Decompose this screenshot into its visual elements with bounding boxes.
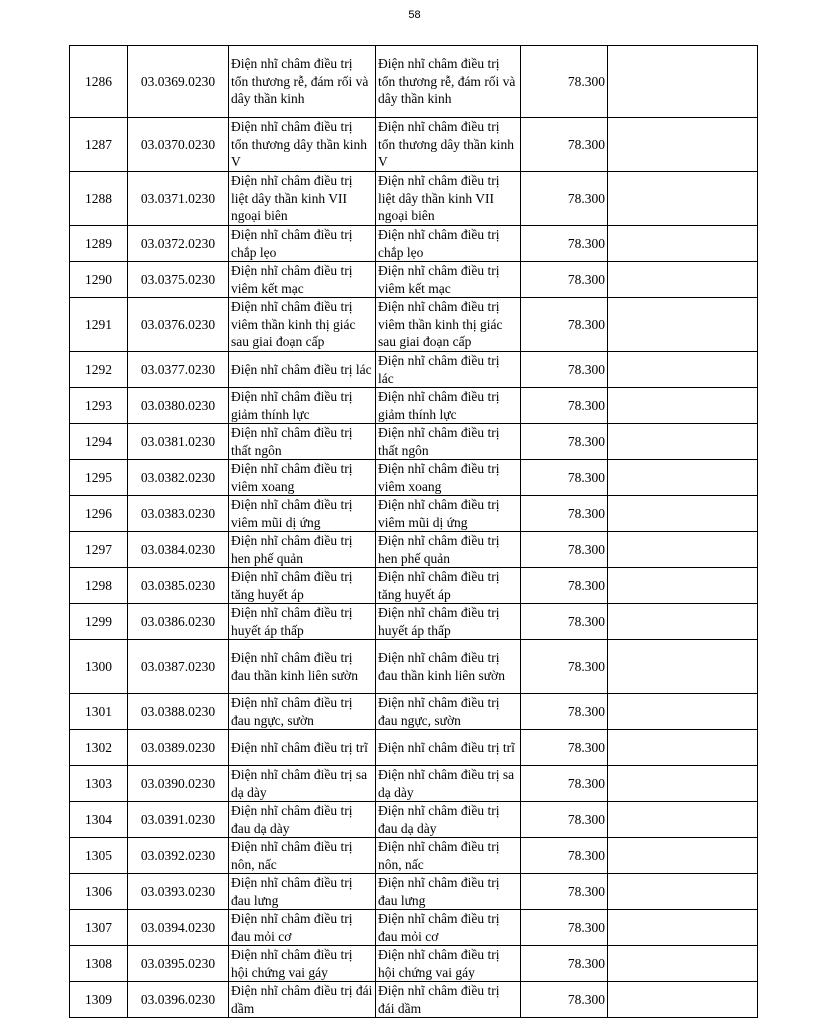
note [608,694,758,730]
service-code: 03.0381.0230 [128,424,229,460]
note [608,568,758,604]
row-number: 1297 [70,532,128,568]
service-name-approved: Điện nhĩ châm điều trị hen phế quản [376,532,521,568]
service-name: Điện nhĩ châm điều trị viêm thần kinh thị giác sau giai đoạn cấp [229,298,376,352]
service-code: 03.0372.0230 [128,226,229,262]
service-name-approved: Điện nhĩ châm điều trị viêm xoang [376,460,521,496]
service-name: Điện nhĩ châm điều trị đau ngực, sườn [229,694,376,730]
row-number: 1300 [70,640,128,694]
service-code: 03.0380.0230 [128,388,229,424]
price: 78.300 [521,226,608,262]
service-name-approved: Điện nhĩ châm điều trị lác [376,352,521,388]
price: 78.300 [521,262,608,298]
table-row [70,730,758,766]
table-row [70,604,758,640]
service-name-approved: Điện nhĩ châm điều trị trĩ [376,730,521,766]
price: 78.300 [521,982,608,1018]
table-row [70,46,758,118]
service-code: 03.0393.0230 [128,874,229,910]
price: 78.300 [521,352,608,388]
service-name-approved: Điện nhĩ châm điều trị đau ngực, sườn [376,694,521,730]
row-number: 1296 [70,496,128,532]
table-row [70,946,758,982]
service-name-approved: Điện nhĩ châm điều trị hội chứng vai gáy [376,946,521,982]
service-name: Điện nhĩ châm điều trị trĩ [229,730,376,766]
table-row [70,982,758,1018]
note [608,352,758,388]
service-name: Điện nhĩ châm điều trị đau lưng [229,874,376,910]
service-code: 03.0382.0230 [128,460,229,496]
table-body [70,46,758,1018]
price: 78.300 [521,46,608,118]
note [608,460,758,496]
service-name-approved: Điện nhĩ châm điều trị nôn, nấc [376,838,521,874]
service-name-approved: Điện nhĩ châm điều trị giảm thính lực [376,388,521,424]
service-code: 03.0377.0230 [128,352,229,388]
service-code: 03.0376.0230 [128,298,229,352]
price: 78.300 [521,172,608,226]
row-number: 1286 [70,46,128,118]
note [608,262,758,298]
row-number: 1287 [70,118,128,172]
table-row [70,298,758,352]
service-code: 03.0394.0230 [128,910,229,946]
table-row [70,388,758,424]
service-name: Điện nhĩ châm điều trị liệt dây thần kinh VII ngoại biên [229,172,376,226]
row-number: 1299 [70,604,128,640]
service-code: 03.0391.0230 [128,802,229,838]
price: 78.300 [521,118,608,172]
price: 78.300 [521,802,608,838]
service-code: 03.0396.0230 [128,982,229,1018]
service-name: Điện nhĩ châm điều trị đái dầm [229,982,376,1018]
row-number: 1309 [70,982,128,1018]
note [608,118,758,172]
note [608,388,758,424]
service-code: 03.0385.0230 [128,568,229,604]
row-number: 1295 [70,460,128,496]
row-number: 1291 [70,298,128,352]
price: 78.300 [521,496,608,532]
service-name-approved: Điện nhĩ châm điều trị đau mỏi cơ [376,910,521,946]
note [608,424,758,460]
service-code: 03.0383.0230 [128,496,229,532]
row-number: 1294 [70,424,128,460]
table-row [70,568,758,604]
row-number: 1293 [70,388,128,424]
service-name: Điện nhĩ châm điều trị huyết áp thấp [229,604,376,640]
service-name-approved: Điện nhĩ châm điều trị tăng huyết áp [376,568,521,604]
service-name-approved: Điện nhĩ châm điều trị chắp lẹo [376,226,521,262]
service-code: 03.0387.0230 [128,640,229,694]
service-name: Điện nhĩ châm điều trị viêm mũi dị ứng [229,496,376,532]
table-row [70,352,758,388]
row-number: 1298 [70,568,128,604]
service-name: Điện nhĩ châm điều trị giảm thính lực [229,388,376,424]
note [608,46,758,118]
row-number: 1288 [70,172,128,226]
service-code: 03.0369.0230 [128,46,229,118]
service-code: 03.0370.0230 [128,118,229,172]
row-number: 1305 [70,838,128,874]
price: 78.300 [521,946,608,982]
table-row [70,532,758,568]
service-name: Điện nhĩ châm điều trị chắp lẹo [229,226,376,262]
service-name: Điện nhĩ châm điều trị viêm xoang [229,460,376,496]
table-row [70,802,758,838]
service-name-approved: Điện nhĩ châm điều trị đau lưng [376,874,521,910]
note [608,838,758,874]
note [608,730,758,766]
service-name: Điện nhĩ châm điều trị viêm kết mạc [229,262,376,298]
note [608,298,758,352]
price: 78.300 [521,694,608,730]
note [608,982,758,1018]
service-code: 03.0389.0230 [128,730,229,766]
service-name-approved: Điện nhĩ châm điều trị đau thần kinh liên sườn [376,640,521,694]
service-name-approved: Điện nhĩ châm điều trị viêm kết mạc [376,262,521,298]
service-name: Điện nhĩ châm điều trị đau dạ dày [229,802,376,838]
service-name: Điện nhĩ châm điều trị nôn, nấc [229,838,376,874]
price: 78.300 [521,388,608,424]
page-number: 58 [408,9,421,21]
table-row [70,118,758,172]
table-row [70,460,758,496]
price: 78.300 [521,910,608,946]
service-name-approved: Điện nhĩ châm điều trị viêm thần kinh thị giác sau giai đoạn cấp [376,298,521,352]
note [608,946,758,982]
service-name-approved: Điện nhĩ châm điều trị thất ngôn [376,424,521,460]
price: 78.300 [521,838,608,874]
note [608,640,758,694]
note [608,172,758,226]
service-code: 03.0375.0230 [128,262,229,298]
note [608,766,758,802]
service-name: Điện nhĩ châm điều trị hội chứng vai gáy [229,946,376,982]
service-code: 03.0390.0230 [128,766,229,802]
row-number: 1303 [70,766,128,802]
row-number: 1290 [70,262,128,298]
service-name: Điện nhĩ châm điều trị tăng huyết áp [229,568,376,604]
service-code: 03.0384.0230 [128,532,229,568]
price-table [69,45,758,1018]
note [608,874,758,910]
note [608,532,758,568]
table-row [70,496,758,532]
service-code: 03.0371.0230 [128,172,229,226]
service-name-approved: Điện nhĩ châm điều trị huyết áp thấp [376,604,521,640]
service-name-approved: Điện nhĩ châm điều trị đái dầm [376,982,521,1018]
price: 78.300 [521,424,608,460]
service-name: Điện nhĩ châm điều trị tổn thương rễ, đám rối và dây thần kinh [229,46,376,118]
service-name-approved: Điện nhĩ châm điều trị liệt dây thần kinh VII ngoại biên [376,172,521,226]
service-code: 03.0392.0230 [128,838,229,874]
price: 78.300 [521,568,608,604]
service-name-approved: Điện nhĩ châm điều trị tổn thương dây thần kinh V [376,118,521,172]
note [608,604,758,640]
price: 78.300 [521,460,608,496]
service-name: Điện nhĩ châm điều trị lác [229,352,376,388]
service-name: Điện nhĩ châm điều trị tổn thương dây thần kinh V [229,118,376,172]
row-number: 1292 [70,352,128,388]
table-row [70,766,758,802]
table-row [70,262,758,298]
table-row [70,172,758,226]
row-number: 1307 [70,910,128,946]
price: 78.300 [521,298,608,352]
row-number: 1301 [70,694,128,730]
price: 78.300 [521,604,608,640]
note [608,802,758,838]
service-name: Điện nhĩ châm điều trị đau thần kinh liên sườn [229,640,376,694]
row-number: 1308 [70,946,128,982]
table-row [70,694,758,730]
table-row [70,226,758,262]
service-name: Điện nhĩ châm điều trị đau mỏi cơ [229,910,376,946]
price: 78.300 [521,640,608,694]
note [608,226,758,262]
row-number: 1302 [70,730,128,766]
table-row [70,640,758,694]
service-name-approved: Điện nhĩ châm điều trị tổn thương rễ, đám rối và dây thần kinh [376,46,521,118]
service-name-approved: Điện nhĩ châm điều trị đau dạ dày [376,802,521,838]
price: 78.300 [521,532,608,568]
price: 78.300 [521,874,608,910]
price: 78.300 [521,730,608,766]
service-code: 03.0386.0230 [128,604,229,640]
table-row [70,838,758,874]
service-name: Điện nhĩ châm điều trị sa dạ dày [229,766,376,802]
row-number: 1304 [70,802,128,838]
table-row [70,424,758,460]
note [608,910,758,946]
table-row [70,874,758,910]
service-name-approved: Điện nhĩ châm điều trị sa dạ dày [376,766,521,802]
service-name-approved: Điện nhĩ châm điều trị viêm mũi dị ứng [376,496,521,532]
service-name: Điện nhĩ châm điều trị hen phế quản [229,532,376,568]
table-row [70,910,758,946]
service-code: 03.0395.0230 [128,946,229,982]
note [608,496,758,532]
row-number: 1306 [70,874,128,910]
service-code: 03.0388.0230 [128,694,229,730]
price: 78.300 [521,766,608,802]
row-number: 1289 [70,226,128,262]
service-name: Điện nhĩ châm điều trị thất ngôn [229,424,376,460]
